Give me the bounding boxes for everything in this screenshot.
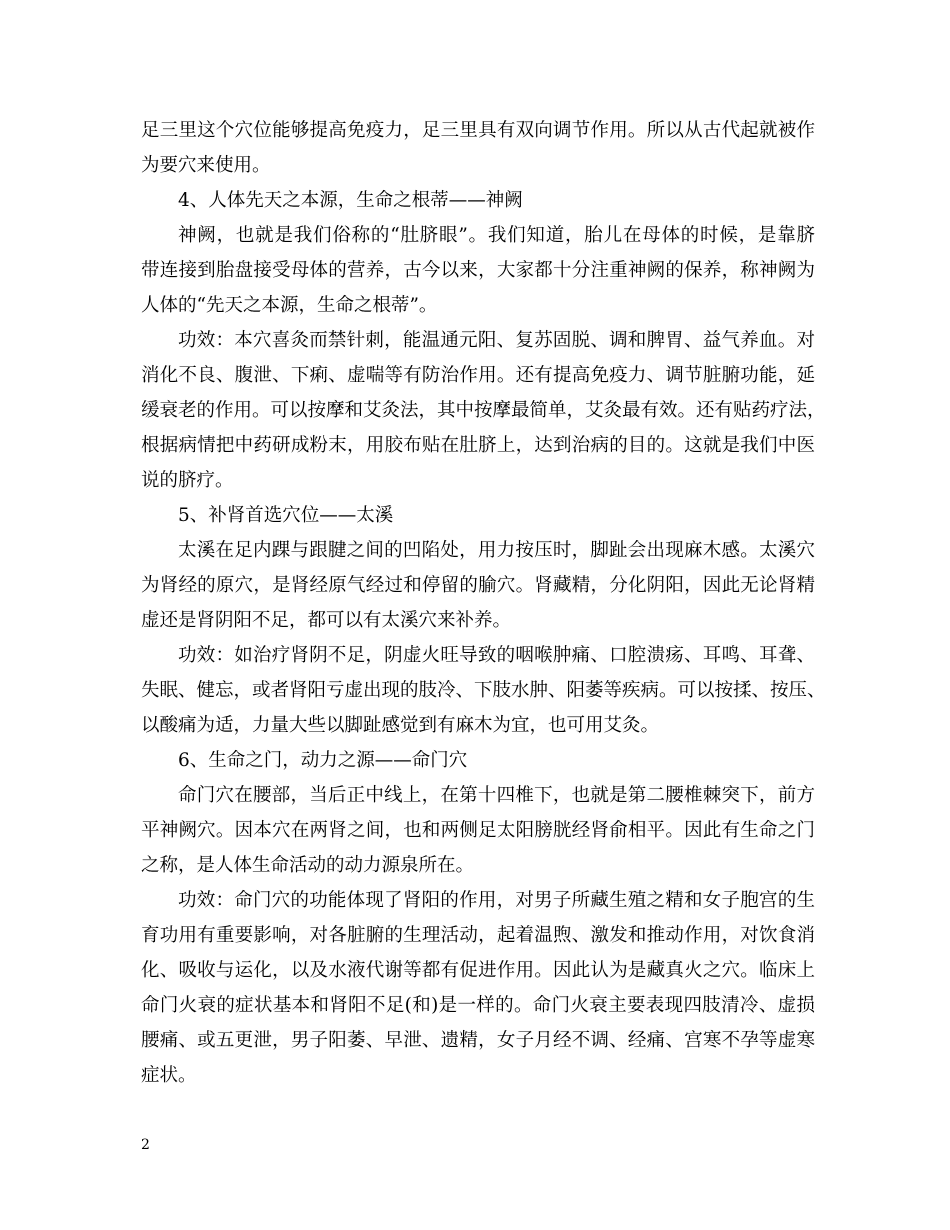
paragraph [141, 883, 815, 1093]
paragraph [141, 323, 826, 498]
paragraph [141, 778, 815, 883]
text-line: 人体的“先天之本源，生命之根蒂”。 [141, 295, 438, 316]
text-line: 失眠、健忘，或者肾阳亏虚出现的肢冷、下肢水肿、阳萎等疾病。可以按揉、按压、 [141, 680, 826, 701]
paragraph [141, 218, 815, 323]
text-line: 带连接到胎盘接受母体的营养，古今以来，大家都十分注重神阙的保养，称神阙为 [141, 260, 815, 281]
text-line: 症状。 [141, 1065, 197, 1086]
paragraph [141, 533, 815, 638]
text-line: 功效：如治疗肾阴不足，阴虚火旺导致的咽喉肿痛、口腔溃疡、耳鸣、耳聋、 [178, 645, 815, 666]
document-body [141, 113, 826, 1093]
text-line: 为要穴来使用。 [141, 155, 271, 176]
text-line: 化、吸收与运化，以及水液代谢等都有促进作用。因此认为是藏真火之穴。临床上 [141, 960, 815, 981]
text-line: 功效：本穴喜灸而禁针刺，能温通元阳、复苏固脱、调和脾胃、益气养血。对 [178, 330, 815, 351]
text-line: 为肾经的原穴，是肾经原气经过和停留的腧穴。肾藏精，分化阴阳，因此无论肾精 [141, 575, 815, 596]
text-line: 平神阙穴。因本穴在两肾之间，也和两侧足太阳膀胱经肾俞相平。因此有生命之门 [141, 820, 815, 841]
text-line: 虚还是肾阴阳不足，都可以有太溪穴来补养。 [141, 610, 512, 631]
text-line: 消化不良、腹泄、下痢、虚喘等有防治作用。还有提高免疫力、调节脏腑功能，延 [141, 365, 815, 386]
paragraph-continuation [141, 113, 815, 183]
section-heading: 5、补肾首选穴位——太溪 [178, 505, 394, 526]
section-heading: 6、生命之门，动力之源——命门穴 [178, 750, 468, 771]
text-line: 腰痛、或五更泄，男子阳萎、早泄、遗精，女子月经不调、经痛、宫寒不孕等虚寒 [141, 1030, 815, 1051]
text-line: 说的脐疗。 [141, 470, 234, 491]
page-number: 2 [141, 1137, 150, 1153]
text-line: 命门穴在腰部，当后正中线上，在第十四椎下，也就是第二腰椎棘突下，前方 [178, 785, 815, 806]
text-line: 足三里这个穴位能够提高免疫力，足三里具有双向调节作用。所以从古代起就被作 [141, 120, 815, 141]
section-heading: 4、人体先天之本源，生命之根蒂——神阙 [178, 190, 523, 211]
text-line: 之称，是人体生命活动的动力源泉所在。 [141, 855, 475, 876]
text-line: 命门火衰的症状基本和肾阳不足(和)是一样的。命门火衰主要表现四肢清冷、虚损 [141, 995, 815, 1016]
paragraph [141, 638, 826, 743]
text-line: 缓衰老的作用。可以按摩和艾灸法，其中按摩最简单，艾灸最有效。还有贴药疗法， [141, 400, 826, 421]
text-line: 神阙，也就是我们俗称的“肚脐眼”。我们知道，胎儿在母体的时候，是靠脐 [178, 225, 815, 246]
text-line: 根据病情把中药研成粉末，用胶布贴在肚脐上，达到治病的目的。这就是我们中医 [141, 435, 815, 456]
text-line: 功效：命门穴的功能体现了肾阳的作用，对男子所藏生殖之精和女子胞宫的生 [178, 890, 815, 911]
text-line: 太溪在足内踝与跟腱之间的凹陷处，用力按压时，脚趾会出现麻木感。太溪穴 [178, 540, 815, 561]
text-line: 育功用有重要影响，对各脏腑的生理活动，起着温煦、激发和推动作用，对饮食消 [141, 925, 815, 946]
text-line: 以酸痛为适，力量大些以脚趾感觉到有麻木为宜，也可用艾灸。 [141, 715, 660, 736]
